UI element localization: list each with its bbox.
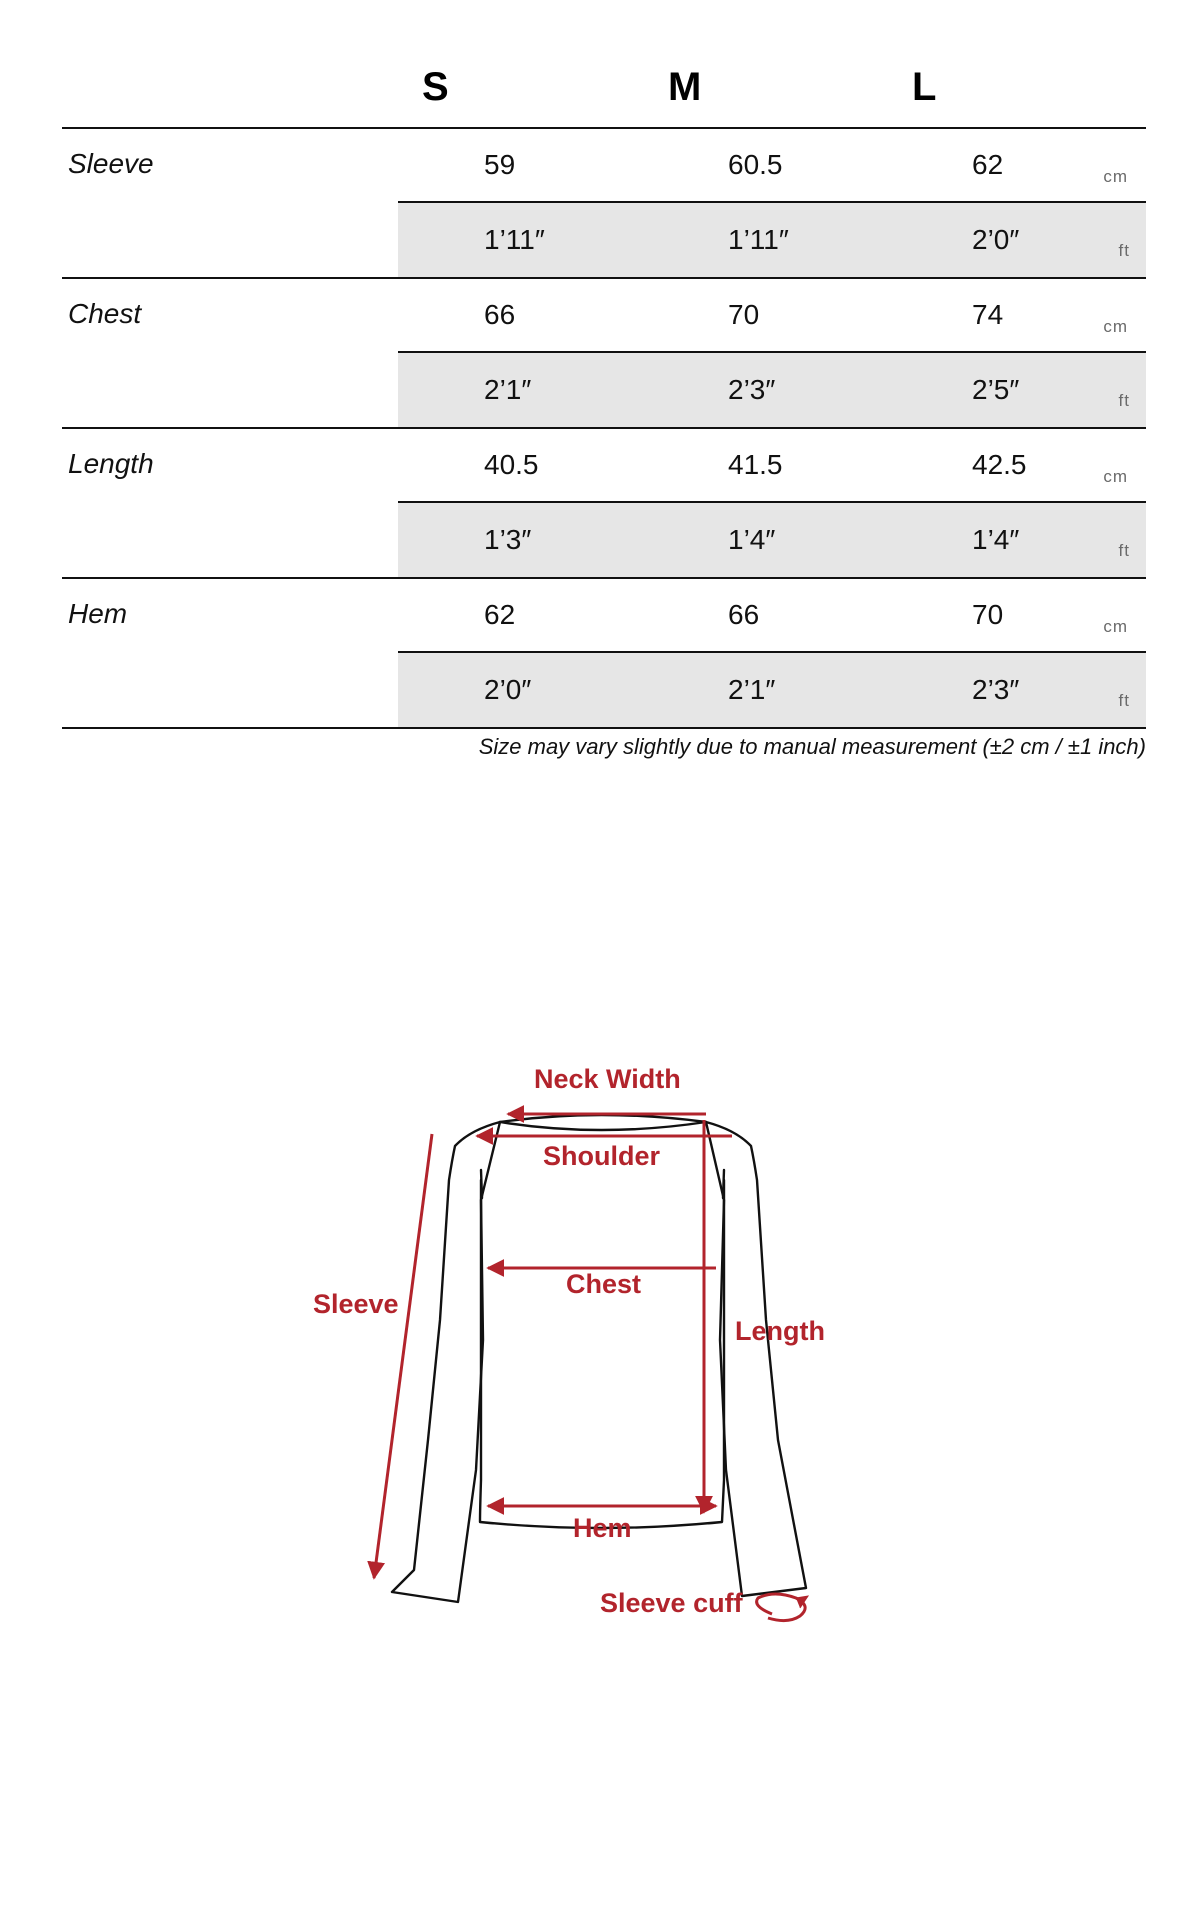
cm-row [398,129,1146,203]
label-chest: Chest [566,1269,642,1299]
right-sleeve [706,1122,806,1596]
left-armhole [481,1170,482,1198]
value-cell: 1’4″ [728,524,776,555]
value-cell: 1’11″ [728,224,789,255]
measurement-label: Length [68,448,154,479]
neckline-back [500,1122,706,1130]
garment-measurement-diagram [0,1050,1200,1650]
neckline [500,1115,706,1122]
measurement-row-hem [62,579,1146,729]
unit-label-cm: cm [1103,167,1128,186]
value-cell: 42.5 [972,449,1027,480]
measurement-arrows [374,1114,808,1621]
measurement-row-chest [62,279,1146,429]
value-cell: 62 [972,149,1004,180]
label-length: Length [735,1316,825,1346]
left-sleeve [392,1122,500,1602]
measurement-row-sleeve [62,129,1146,279]
measurement-note: Size may vary slightly due to manual measurement (±2 cm / ±1 inch) [478,734,1146,759]
size-header-s: S [422,65,449,109]
unit-label-ft: ft [1118,391,1130,410]
value-cell: 70 [728,299,760,330]
value-cell: 70 [972,599,1004,630]
value-cell: 2’1″ [728,674,776,705]
size-chart-table [62,50,1146,729]
unit-label-cm: cm [1103,617,1128,636]
garment-body [480,1180,724,1528]
unit-label-ft: ft [1118,691,1130,710]
right-armhole [723,1170,724,1198]
value-cell: 41.5 [728,449,783,480]
cm-row [398,579,1146,653]
ft-row [398,203,1146,277]
value-cell: 2’0″ [484,674,532,705]
value-cell: 2’0″ [972,224,1020,255]
size-header-row [62,50,1146,129]
size-header-l: L [912,65,937,109]
cm-row [398,279,1146,353]
measurement-label: Chest [68,298,142,329]
value-cell: 1’3″ [484,524,532,555]
value-cell: 66 [728,599,760,630]
value-cell: 2’3″ [972,674,1020,705]
ft-row [398,353,1146,427]
value-cell: 1’11″ [484,224,545,255]
value-cell: 62 [484,599,516,630]
garment-diagram-svg [0,1050,1200,1650]
measurement-row-length [62,429,1146,579]
cm-row [398,429,1146,503]
label-sleeve-cuff: Sleeve cuff [600,1588,743,1618]
measurement-label: Sleeve [68,148,154,179]
label-sleeve: Sleeve [313,1289,399,1319]
value-cell: 59 [484,149,516,180]
value-cell: 2’1″ [484,374,532,405]
value-cell: 60.5 [728,149,783,180]
measurement-label: Hem [68,598,128,629]
value-cell: 2’3″ [728,374,776,405]
unit-label-ft: ft [1118,241,1130,260]
sleeve-arrow [374,1134,432,1578]
unit-label-cm: cm [1103,317,1128,336]
ft-row [398,503,1146,577]
ft-row [398,653,1146,727]
value-cell: 2’5″ [972,374,1020,405]
value-cell: 66 [484,299,516,330]
label-hem: Hem [573,1513,632,1543]
value-cell: 1’4″ [972,524,1020,555]
size-header-m: M [668,65,702,109]
label-shoulder: Shoulder [543,1141,661,1171]
value-cell: 40.5 [484,449,539,480]
label-neck-width: Neck Width [534,1064,681,1094]
unit-label-cm: cm [1103,467,1128,486]
unit-label-ft: ft [1118,541,1130,560]
value-cell: 74 [972,299,1004,330]
